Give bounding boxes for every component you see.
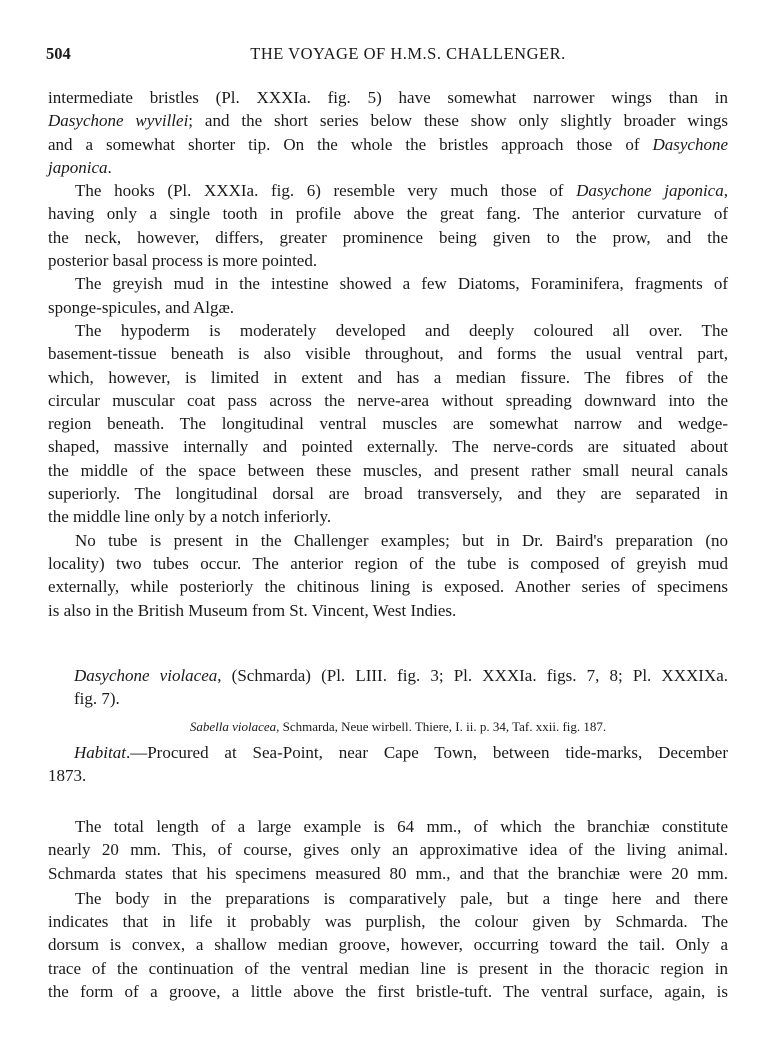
text-run: ; and the short series below these show only slightly broader wings [188,111,728,131]
text-line [48,435,728,458]
text-run: externally, while posteriorly the chitinous lining is exposed. Another series of specimens [48,577,728,597]
species-entry [48,664,728,787]
text-line [48,412,728,435]
running-title: THE VOYAGE OF H.M.S. CHALLENGER. [250,44,566,63]
text-line [48,459,728,482]
species-heading-line-1 [48,664,728,687]
text-run: sponge-spicules, and Algæ. [48,297,235,317]
text-run: dorsum is convex, a shallow median groove, however, occurring toward the tail. Only a [48,935,728,955]
text-run: The greyish mud in the intestine showed a few Diatoms, Foraminifera, fragments of [75,274,728,294]
text-run: posterior basal process is more pointed. [48,251,318,271]
text-line [48,505,728,528]
text-line [48,226,728,249]
text-line [48,980,728,1003]
text-line [48,133,728,156]
text-line [48,957,728,980]
text-line [48,179,728,202]
text-line [48,815,728,838]
habitat-line-1 [48,741,728,764]
text-run: trace of the continuation of the ventral median line is present in the thoracic region in [48,958,728,978]
text-run: which, however, is limited in extent and has a median fissure. The fibres of the [48,367,728,387]
habitat-label: Habitat [74,742,126,762]
habitat-text: .—Procured at Sea-Point, near Cape Town, between tide-marks, December [125,742,728,762]
text-line [48,599,728,622]
synonym-reference [48,716,728,738]
text-line [48,552,728,575]
italic-text: Dasychone japonica [576,181,724,201]
text-run: , (Schmarda) (Pl. LIII. fig. 3; Pl. XXXIa. figs. 7, 8; Pl. XXXIXa. [217,666,728,685]
text-run: nearly 20 mm. This, of course, gives only an approximative idea of the living animal. [48,840,728,860]
text-run: Schmarda states that his specimens measured 80 mm., and that the branchiæ were 20 mm. [48,863,728,883]
text-run: fig. 7). [74,689,120,709]
text-line [48,366,728,389]
text-run: basement-tissue beneath is also visible throughout, and forms the usual ventral part, [48,344,728,364]
text-line [48,887,728,910]
text-run: indicates that in life it probably was purplish, the colour given by Schmarda. The [48,912,728,932]
text-run: The hypoderm is moderately developed and deeply coloured all over. The [75,320,728,340]
text-line [48,86,728,109]
text-line [48,156,728,179]
text-line [48,482,728,505]
text-run: intermediate bristles (Pl. XXXIa. fig. 5) have somewhat narrower wings than in [48,88,728,107]
text-run: No tube is present in the Challenger examples; but in Dr. Baird's preparation (no [75,530,728,550]
text-run: is also in the British Museum from St. Vincent, West Indies. [48,600,457,620]
text-line [48,342,728,365]
text-run: the middle line only by a notch inferiorly. [48,507,332,527]
text-run: the form of a groove, a little above the first bristle-tuft. The ventral surface, again, is [48,982,728,1002]
text-run: the middle of the space between these muscles, and present rather small neural canals [48,460,728,480]
text-run: The total length of a large example is 64 mm., of which the branchiæ constitute [75,817,728,836]
text-line [48,862,728,885]
text-run: and a somewhat shorter tip. On the whole the bristles approach those of [48,134,653,154]
text-line [48,319,728,342]
text-line [48,529,728,552]
text-run: circular muscular coat pass across the nerve-area without spreading downward into the [48,390,728,410]
text-run: region beneath. The longitudinal ventral muscles are somewhat narrow and wedge- [48,414,728,434]
species-heading-line-2 [48,687,728,710]
text-line [48,296,728,319]
synonym-name: Sabella violacea [189,718,277,734]
text-run: The hooks (Pl. XXXIa. fig. 6) resemble very much those of [75,181,577,201]
text-line [48,838,728,861]
italic-text: japonica [48,157,108,177]
page-header [46,44,730,70]
page-number: 504 [46,44,71,63]
text-line [48,933,728,956]
italic-text: Dasychone violacea [74,666,218,685]
paragraph-block-2 [48,815,728,1003]
text-line [48,272,728,295]
paragraph-block-1 [48,86,728,622]
synonym-citation: , Schmarda, Neue wirbell. Thiere, I. ii. p. 34, Taf. xxii. fig. 187. [276,718,607,734]
text-run: the neck, however, differs, greater prominence being given to the prow, and the [48,227,728,247]
text-line [48,389,728,412]
text-line [48,109,728,132]
italic-text: Dasychone wyvillei [48,111,189,131]
text-line [48,575,728,598]
text-run: , [723,181,728,201]
text-run: having only a single tooth in profile above the great fang. The anterior curvature of [48,204,728,224]
text-run: . [107,157,112,177]
text-line [48,202,728,225]
habitat-line-2: 1873. [48,765,87,785]
text-line [48,910,728,933]
text-run: shaped, massive internally and pointed externally. The nerve-cords are situated about [48,437,728,457]
text-line [48,249,728,272]
text-run: The body in the preparations is comparatively pale, but a tinge here and there [75,888,728,908]
text-run: locality) two tubes occur. The anterior region of the tube is composed of greyish mud [48,553,728,573]
italic-text: Dasychone [652,134,728,154]
text-run: superiorly. The longitudinal dorsal are broad transversely, and they are separated in [48,484,728,504]
